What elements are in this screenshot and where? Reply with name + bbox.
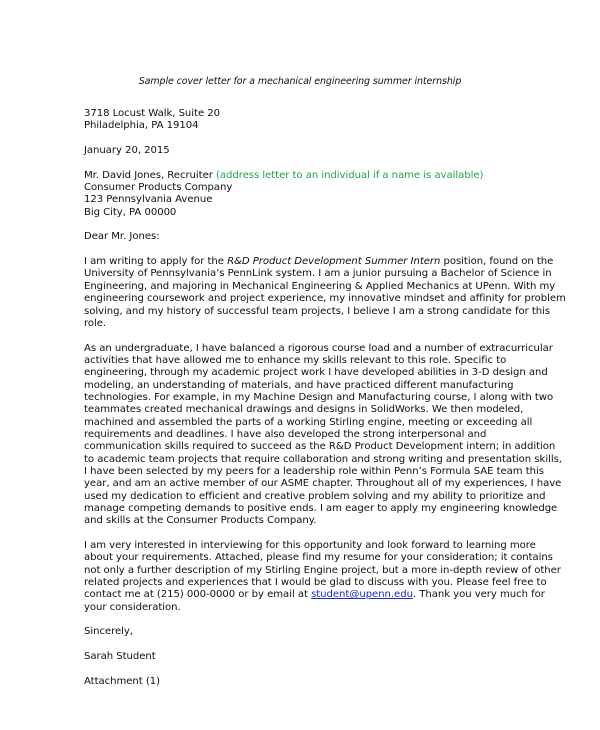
paragraph-line: engineering coursework and project experience, my innovative mindset and affinity for problem: [84, 293, 566, 305]
paragraph-line: teammates created mechanical drawings and designs in SolidWorks. We then modeled,: [84, 404, 524, 416]
paragraph-line: to academic team projects that require collaboration and strong writing and presentation skills,: [84, 453, 562, 465]
recipient-city: Big City, PA 00000: [84, 206, 177, 218]
paragraph-line: requirements and deadlines. I have also developed the strong interpersonal and: [84, 428, 487, 440]
recipient-name: Mr. David Jones, Recruiter: [84, 169, 213, 181]
paragraph-line: I am very interested in interviewing for this opportunity and look forward to learning more: [84, 540, 536, 552]
recipient-street: 123 Pennsylvania Avenue: [84, 194, 213, 206]
paragraph-line: As an undergraduate, I have balanced a rigorous course load and a number of extracurricular: [84, 342, 553, 354]
paragraph-line: engineering, through my academic project work I have developed abilities in 3-D design and: [84, 367, 548, 379]
paragraph-intro: [84, 256, 566, 330]
paragraph-line: year, and am an active member of our ASME chapter. Throughout all of my experiences, I have: [84, 478, 562, 490]
sender-address-line2: Philadelphia, PA 19104: [84, 120, 199, 132]
paragraph-line: your consideration.: [84, 601, 181, 613]
recipient-name-line: [84, 170, 524, 182]
recipient-company: Consumer Products Company: [84, 182, 233, 194]
letter-heading: Sample cover letter for a mechanical engineering summer internship: [138, 76, 462, 87]
paragraph-line: modeling, an understanding of materials, and have practiced different manufacturing: [84, 379, 514, 391]
text-span: I am writing to apply for the: [84, 256, 228, 268]
paragraph-line: related projects and experiences that I would be glad to discuss with you. Please feel free to: [84, 577, 547, 589]
paragraph-line: University of Pennsylvania’s PennLink system. I am a junior pursuing a Bachelor of Science in: [84, 268, 552, 280]
paragraph-line: manage competing demands to positive ends. I am eager to apply my engineering knowledge: [84, 503, 558, 514]
paragraph-line: [84, 256, 554, 268]
paragraph-line: about your requirements. Attached, please find my resume for your consideration; it contains: [84, 552, 553, 564]
attachment-note: Attachment (1): [84, 675, 160, 687]
paragraph-line: I have been selected by my peers for a leadership role within Penn’s Formula SAE team this: [84, 465, 544, 477]
text-span: position, found on the: [440, 256, 554, 268]
text-span: . Thank you very much for: [412, 589, 545, 601]
paragraph-line: activities that have allowed me to enhance my skills relevant to this role. Specific to: [84, 354, 507, 366]
paragraph-experience: [84, 342, 562, 528]
letter-body: [84, 108, 566, 688]
paragraph-line: solving, and my history of successful team projects, I believe I am a strong candidate for this: [84, 305, 551, 317]
position-title: R&D Product Development Summer Intern: [227, 256, 441, 268]
recipient-note: (address letter to an individual if a name is available): [216, 169, 484, 181]
letter-date: January 20, 2015: [84, 145, 170, 157]
text-span: contact me at (215) 000-0000 or by email at: [84, 589, 312, 601]
email-link[interactable]: student@upenn.edu: [311, 589, 413, 601]
paragraph-line: technologies. For example, in my Machine Design and Manufacturing course, I along with two: [84, 391, 554, 403]
paragraph-line: [84, 589, 545, 601]
signature-name: Sarah Student: [84, 651, 156, 663]
paragraph-line: not only a further description of my Stirling Engine project, but a more in-depth review of other: [84, 564, 561, 576]
paragraph-closing: [84, 540, 561, 614]
paragraph-line: role.: [84, 317, 107, 329]
sender-address-line1: 3718 Locust Walk, Suite 20: [84, 108, 221, 119]
salutation: Dear Mr. Jones:: [84, 231, 160, 243]
paragraph-line: and skills at the Consumer Products Company.: [84, 515, 317, 527]
paragraph-line: communication skills required to succeed as the R&D Product Development intern; in addition: [84, 441, 556, 453]
paragraph-line: machined and assembled the parts of a working Stirling engine, meeting or exceeding all: [84, 416, 533, 428]
paragraph-line: used my dedication to efficient and creative problem solving and my ability to prioritize and: [84, 490, 546, 502]
closing: Sincerely,: [84, 626, 133, 638]
paragraph-line: Engineering, and majoring in Mechanical Engineering & Applied Mechanics at UPenn. With my: [84, 280, 556, 292]
